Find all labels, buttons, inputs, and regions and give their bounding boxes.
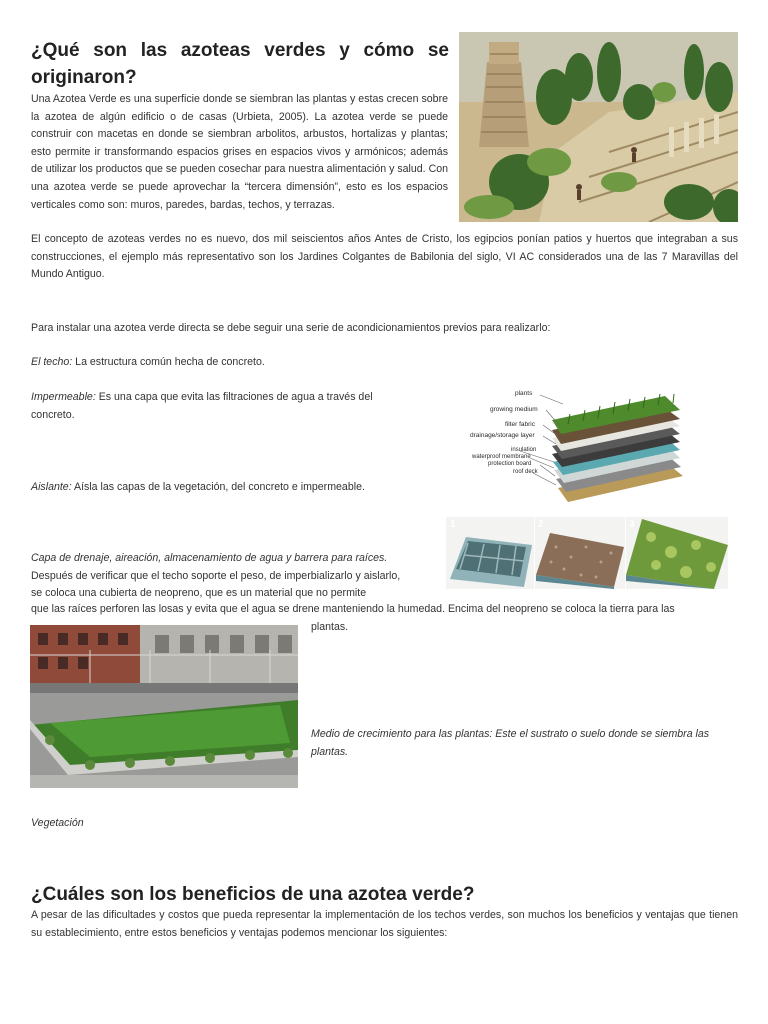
item-impermeable-text: Es una capa que evita las filtraciones de agua a través del concreto. xyxy=(31,391,373,421)
item-impermeable xyxy=(31,389,406,424)
layer-label-filter-fabric: filter fabric xyxy=(505,421,535,428)
item-aislante-label: Aislante: xyxy=(31,481,72,493)
step-number-1: 1 xyxy=(450,519,456,530)
item-vegetacion: Vegetación xyxy=(31,817,84,829)
item-aislante-text: Aísla las capas de la vegetación, del concreto e impermeable. xyxy=(71,481,365,493)
layer-label-plants: plants xyxy=(515,390,533,397)
layer-label-insulation: insulation xyxy=(511,447,537,453)
item-impermeable-label: Impermeable: xyxy=(31,391,96,403)
layers-diagram xyxy=(468,384,700,514)
layer-label-protection-board: protection board xyxy=(488,461,532,467)
section-title-origin: ¿Qué son las azoteas verdes y cómo se originaron? xyxy=(31,40,449,88)
layer-label-waterproof: waterproof membrane xyxy=(472,454,531,460)
item-techo-label: El techo: xyxy=(31,356,73,368)
install-steps-photos xyxy=(446,517,728,589)
item-drenaje-label: Capa de drenaje, aireación, almacenamiento de agua y barrera para raíces. xyxy=(31,552,388,564)
layer-label-growing-medium: growing medium xyxy=(490,406,538,413)
history-paragraph: El concepto de azoteas verdes no es nuevo, dos mil seiscientos años Antes de Cristo, los egipcios ponían patios y huertos que integraban a sus construcciones, el ejemplo más representativo son los Jardines Colgantes de Babilonia del siglo, VI AC considerados una de las 7 Maravillas del Mundo Antiguo. xyxy=(31,233,738,281)
section-title-benefits: ¿Cuáles son los beneficios de una azotea verde? xyxy=(31,884,475,905)
rooftop-garden-photo xyxy=(30,625,298,788)
step-number-2: 2 xyxy=(538,519,544,530)
install-intro: Para instalar una azotea verde directa se debe seguir una serie de acondicionamientos previos para realizarlo: xyxy=(31,322,551,334)
item-drenaje-end: plantas. xyxy=(311,621,349,633)
benefits-paragraph: A pesar de las dificultades y costos que pueda representar la implementación de los techos verdes, son muchos los beneficios y ventajas que tienen su establecimiento, entre estos beneficios y ventajas podemos mencionar los siguientes: xyxy=(31,909,738,939)
step-number-3: 3 xyxy=(629,519,635,530)
item-drenaje xyxy=(31,550,411,603)
item-drenaje-text: Después de verificar que el techo soporte el peso, de imperbializarlo y aislarlo, se coloca una cubierta de neopreno, que es un material que no permite xyxy=(31,569,401,600)
hanging-gardens-image xyxy=(459,32,738,222)
layer-label-roof-deck: roof deck xyxy=(513,469,538,475)
item-medio-crecimiento: Medio de crecimiento para las plantas: Este el sustrato o suelo donde se siembra las plantas. xyxy=(311,728,710,758)
layer-label-drainage: drainage/storage layer xyxy=(470,432,535,439)
item-techo xyxy=(31,354,431,372)
item-techo-text: La estructura común hecha de concreto. xyxy=(72,356,265,368)
intro-paragraph: Una Azotea Verde es una superficie donde se siembran las plantas y estas crecen sobre la azotea de algún edificio o de casas (Urbieta, 2005). La azotea verde se puede construir con macetas en donde se siembran arbolitos, arbustos, hortalizas y plantas; esto permite ir transformando espacios grises en espacios vivos y armónicos; además de utilizar los productos que se pueden cosechar para nuestra alimentación y salud. Con una azotea verde se puede aprovechar la “tercera dimensión”, esto es los espacios verticales como son: muros, paredes, bardas, techos, y terrazas. xyxy=(31,93,448,211)
item-drenaje-continued: que las raíces perforen las losas y evita que el agua se drene manteniendo la humedad. Encima del neopreno se coloca la tierra para las xyxy=(31,603,675,615)
item-aislante xyxy=(31,479,431,497)
